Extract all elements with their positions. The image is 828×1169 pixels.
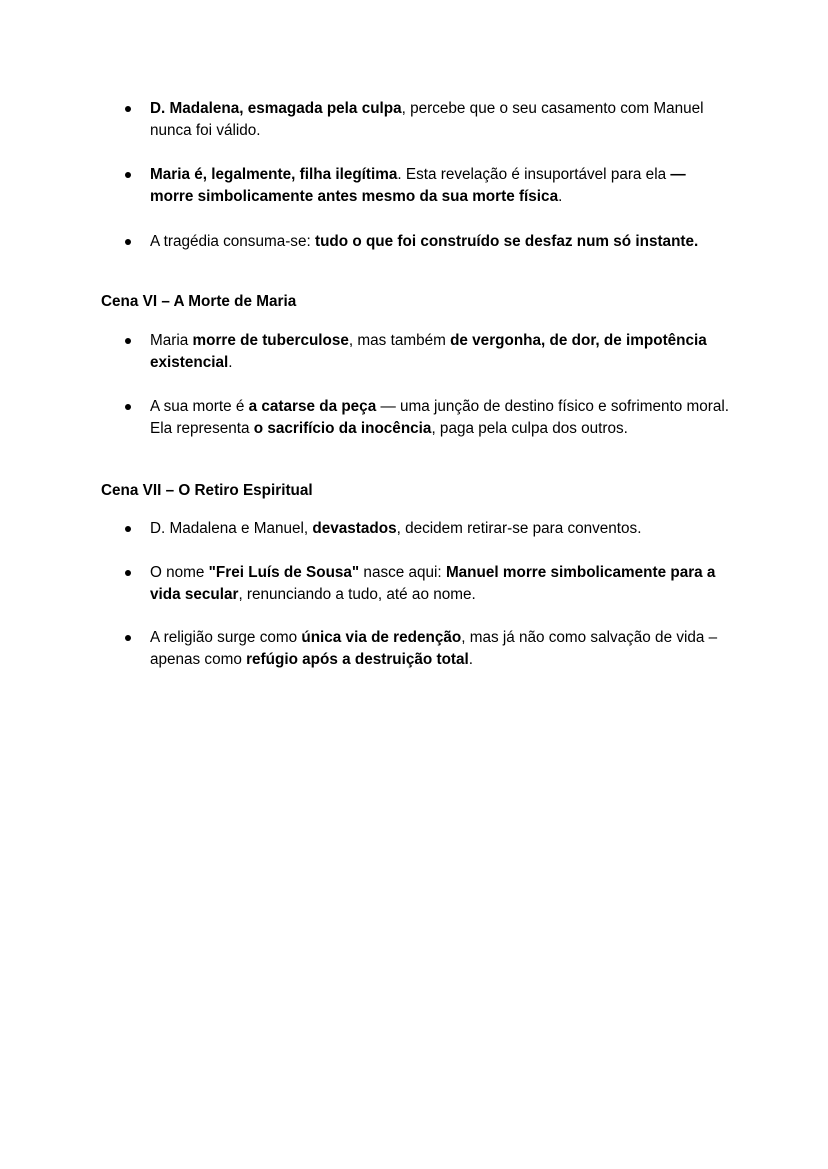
- list-item: [150, 164, 730, 208]
- text: nasce aqui:: [359, 564, 446, 581]
- text: , percebe que o seu casamento com Manuel nunca foi válido.: [150, 100, 704, 139]
- bold-text: a catarse da peça: [248, 398, 377, 415]
- text: A religião surge como: [150, 629, 302, 646]
- bold-text: devastados: [312, 520, 397, 537]
- text: , renunciando a tudo, até ao nome.: [238, 586, 476, 603]
- text: Maria: [150, 332, 193, 349]
- list-item: [150, 98, 730, 142]
- list-item: [150, 330, 730, 374]
- list-item: [150, 518, 730, 540]
- text: O nome: [150, 564, 209, 581]
- text: D. Madalena e Manuel,: [150, 520, 313, 537]
- list-item: [150, 562, 730, 606]
- text: .: [558, 188, 563, 205]
- text: A sua morte é: [150, 398, 249, 415]
- bold-text: Manuel morre simbolicamente para a vida secular: [150, 564, 716, 603]
- section-heading-cena-vii: Cena VII – O Retiro Espiritual: [101, 482, 313, 499]
- list-item: [150, 396, 730, 440]
- text: , paga pela culpa dos outros.: [431, 420, 628, 437]
- text: , decidem retirar-se para conventos.: [396, 520, 642, 537]
- bold-text: — morre simbolicamente antes mesmo da sua morte física: [150, 166, 686, 205]
- bold-text: D. Madalena, esmagada pela culpa: [150, 100, 402, 117]
- bold-text: tudo o que foi construído se desfaz num só instante.: [314, 233, 699, 250]
- bold-text: refúgio após a destruição total: [246, 651, 469, 668]
- bold-text: Maria é, legalmente, filha ilegítima: [150, 166, 398, 183]
- text: , mas também: [348, 332, 451, 349]
- text: A tragédia consuma-se:: [150, 233, 315, 250]
- text: . Esta revelação é insuportável para ela: [397, 166, 671, 183]
- bold-text: "Frei Luís de Sousa": [208, 564, 360, 581]
- list-item: [150, 627, 730, 671]
- text: .: [468, 651, 474, 668]
- text: .: [228, 354, 233, 371]
- list-item: [150, 231, 730, 253]
- text: , mas já não como salvação de vida – apenas como: [150, 629, 718, 668]
- section-heading-cena-vi: Cena VI – A Morte de Maria: [101, 293, 297, 310]
- bold-text: o sacrifício da inocência: [253, 420, 432, 437]
- text: — uma junção de destino físico e sofrimento moral. Ela representa: [150, 398, 730, 437]
- bold-text: de vergonha, de dor, de impotência existencial: [150, 332, 707, 371]
- bold-text: morre de tuberculose: [192, 332, 349, 349]
- bold-text: única via de redenção: [301, 629, 462, 646]
